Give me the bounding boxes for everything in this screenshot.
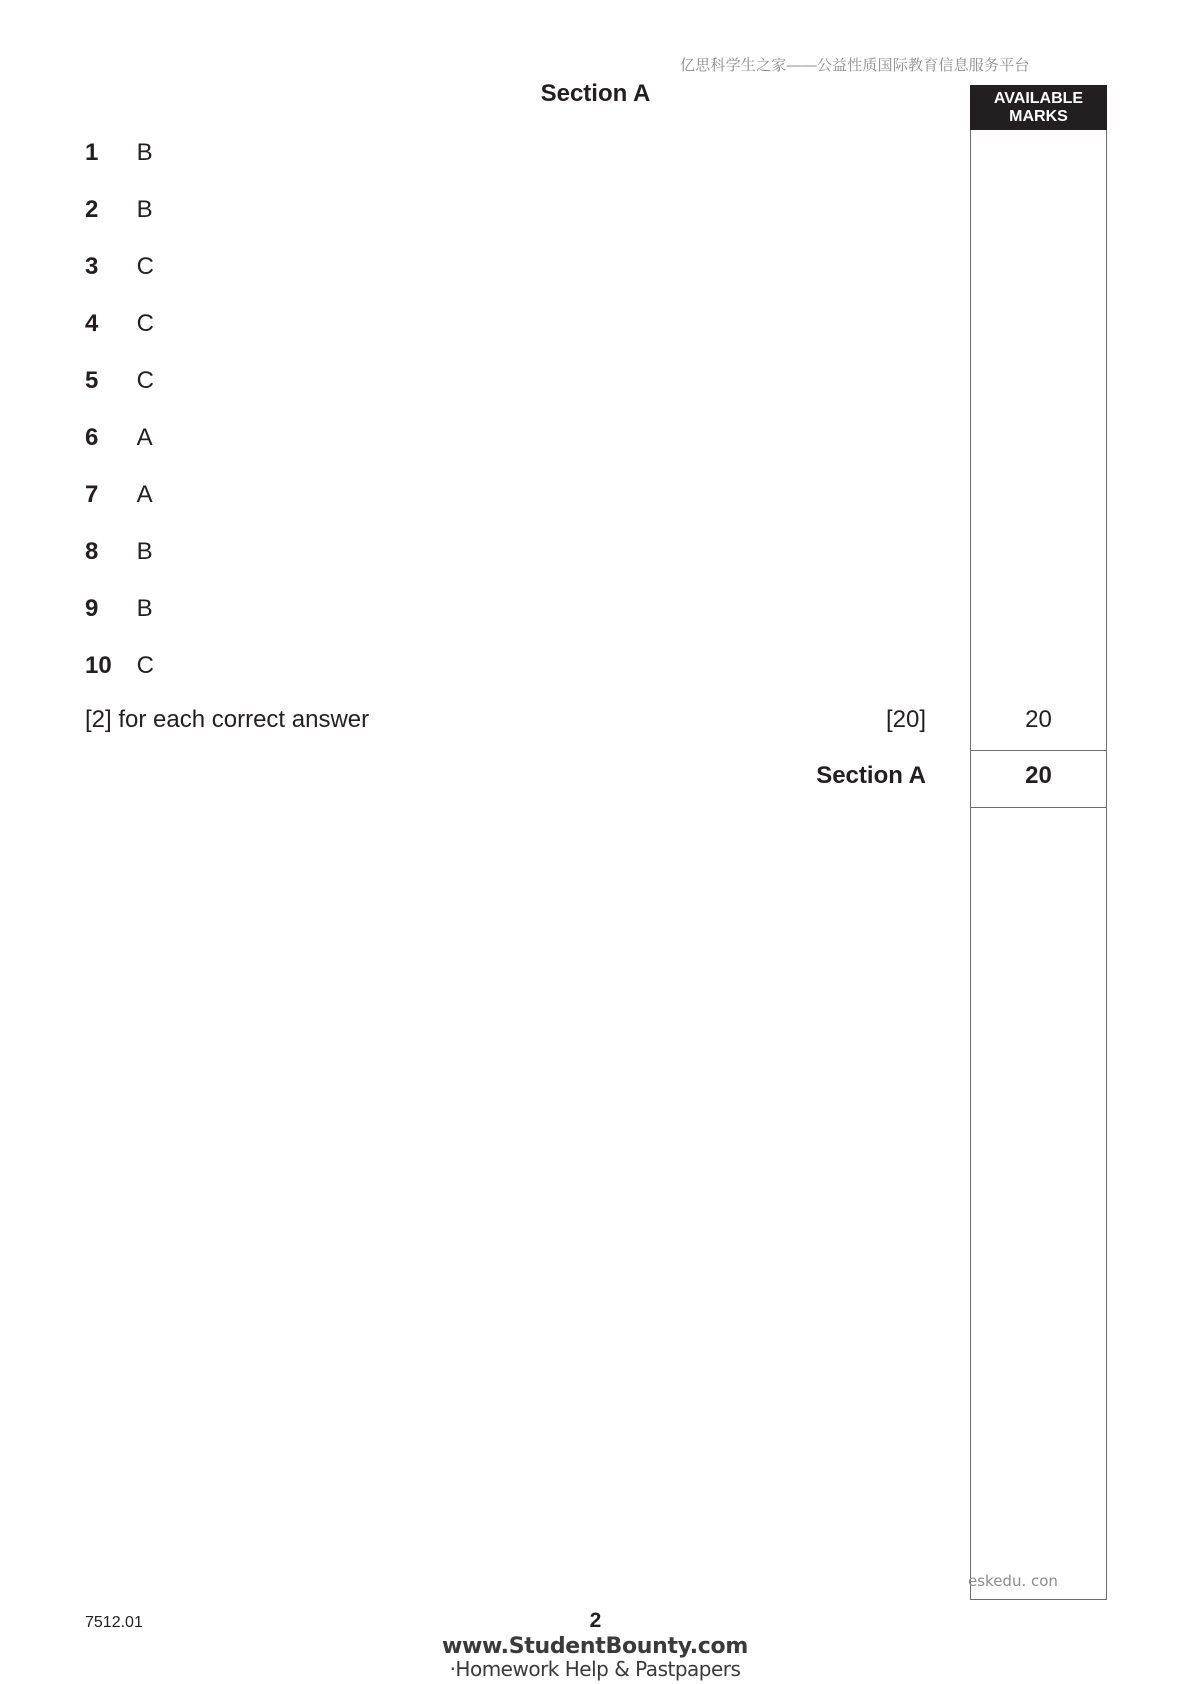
page-number: 2 bbox=[589, 1609, 602, 1632]
answer-letter: B bbox=[136, 139, 153, 166]
answer-letter: C bbox=[136, 652, 155, 679]
answer-row bbox=[85, 481, 153, 509]
question-number: 1 bbox=[85, 139, 99, 166]
answer-letter: B bbox=[136, 196, 153, 223]
top-watermark: 亿思科学生之家——公益性质国际教育信息服务平台 bbox=[680, 57, 1030, 74]
answer-letter: A bbox=[136, 424, 153, 451]
answer-letter: A bbox=[136, 481, 153, 508]
section-total-label: Section A bbox=[816, 762, 926, 789]
logo-url: www.StudentBounty.com bbox=[442, 1634, 748, 1659]
marking-note: [2] for each correct answer bbox=[85, 706, 370, 733]
question-number: 9 bbox=[85, 595, 99, 622]
studentbounty-logo bbox=[440, 1636, 750, 1680]
section-total-mark: 20 bbox=[1025, 762, 1052, 789]
answer-row bbox=[85, 595, 153, 623]
available-marks-header bbox=[970, 85, 1107, 130]
answer-row bbox=[85, 367, 154, 395]
question-number: 7 bbox=[85, 481, 99, 508]
question-number: 10 bbox=[85, 652, 112, 679]
answer-letter: C bbox=[136, 253, 155, 280]
question-number: 4 bbox=[85, 310, 99, 337]
total-divider bbox=[970, 807, 1107, 808]
subtotal-bracket: [20] bbox=[885, 706, 926, 733]
subtotal-divider bbox=[970, 750, 1107, 751]
answer-row bbox=[85, 652, 154, 680]
answer-letter: B bbox=[136, 595, 153, 622]
section-title: Section A bbox=[540, 80, 651, 107]
question-number: 8 bbox=[85, 538, 99, 565]
answer-row bbox=[85, 538, 153, 566]
answer-row bbox=[85, 253, 154, 281]
bottom-watermark: eskedu. con bbox=[968, 1572, 1058, 1590]
answer-letter: B bbox=[136, 538, 153, 565]
marks-header-line2: MARKS bbox=[1009, 108, 1068, 125]
question-number: 3 bbox=[85, 253, 99, 280]
marks-header-line1: AVAILABLE bbox=[993, 90, 1084, 107]
answer-row bbox=[85, 139, 153, 167]
answer-letter: C bbox=[136, 367, 155, 394]
question-number: 5 bbox=[85, 367, 99, 394]
answer-row bbox=[85, 310, 154, 338]
answer-letter: C bbox=[136, 310, 155, 337]
logo-tagline: ·Homework Help & Pastpapers bbox=[449, 1657, 741, 1681]
marks-column bbox=[970, 130, 1107, 1600]
subtotal-mark: 20 bbox=[1025, 706, 1052, 733]
question-number: 6 bbox=[85, 424, 99, 451]
answer-row bbox=[85, 196, 153, 224]
answer-row bbox=[85, 424, 153, 452]
document-code: 7512.01 bbox=[85, 1614, 143, 1631]
question-number: 2 bbox=[85, 196, 99, 223]
